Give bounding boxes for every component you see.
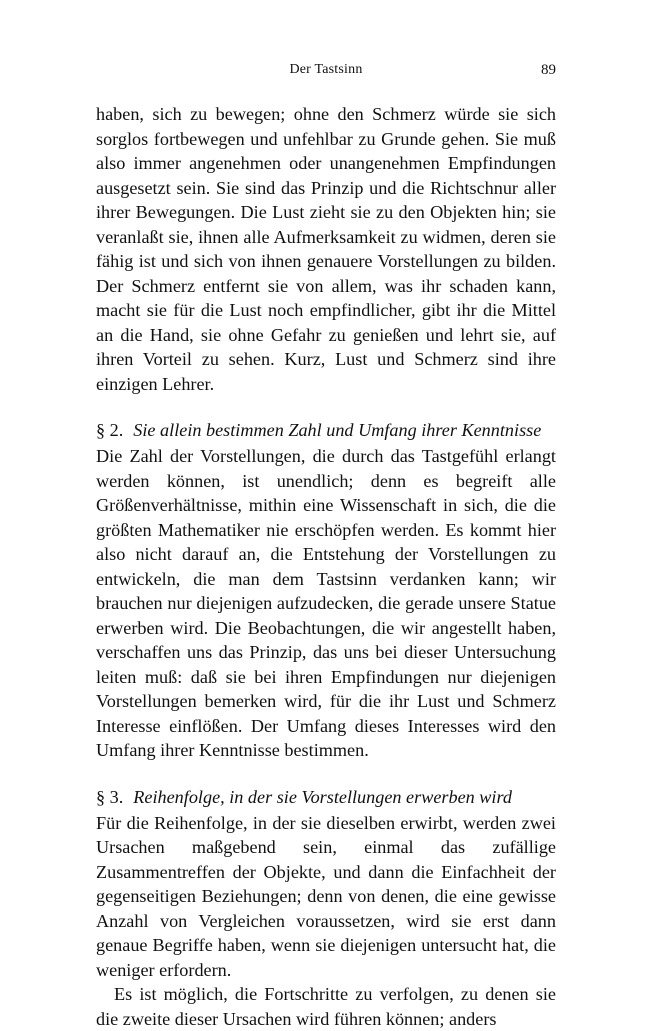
page-body [96, 102, 556, 1031]
page-number: 89 [541, 62, 556, 78]
section-heading-3 [96, 787, 556, 808]
paragraph-2: Die Zahl der Vorstellungen, die durch das Tastgefühl erlangt werden können, ist unendlich; denn es begreift alle Größenverhältnisse, mithin eine Wissenschaft in sich, die die größten Mathematiker nie erschöpfen werden. Es kommt hier also nicht darauf an, die Entstehung der Vorstellungen zu entwickeln, die man dem Tastsinn verdanken kann; wir brauchen nur diejenigen aufzudecken, die gerade unsere Statue erwerben wird. Die Beobachtungen, die wir angestellt haben, verschaffen uns das Prinzip, das uns bei dieser Untersuchung leiten muß: daß sie bei ihren Empfindungen nur diejenigen Vorstellungen bemerken wird, für die ihr Lust und Schmerz Interesse einflößen. Der Umfang dieses Interesses wird den Umfang ihrer Kenntnisse bestimmen. [96, 446, 556, 760]
section-number-2: § 2. [96, 420, 124, 440]
section-number-3: § 3. [96, 786, 124, 807]
section-title-3: Reihenfolge, in der sie Vorstellungen erwerben wird [133, 786, 512, 807]
section-title-2: Sie allein bestimmen Zahl und Umfang ihrer Kenntnisse [133, 420, 542, 440]
paragraph-1: haben, sich zu bewegen; ohne den Schmerz würde sie sich sorglos fortbewegen und unfehlbar zu Grunde gehen. Sie muß also immer angenehmen oder unangenehmen Empfindungen ausgesetzt sein. Sie sind das Prinzip und die Richtschnur aller ihrer Bewegungen. Die Lust zieht sie zu den Objekten hin; sie veranlaßt sie, ihnen alle Aufmerksamkeit zu widmen, deren sie fähig ist und sich von ihnen genauere Vorstellungen zu bilden. Der Schmerz entfernt sie von allem, was ihr schaden kann, macht sie für die Lust noch empfindlicher, gibt ihr die Mittel an die Hand, sie ohne Gefahr zu genießen und lehrt sie, auf ihren Vorteil zu sehen. Kurz, Lust und Schmerz sind ihre einzigen Lehrer. [96, 104, 556, 394]
paragraph-4: Es ist möglich, die Fortschritte zu verfolgen, zu denen sie die zweite dieser Ursachen wird führen können; anders [96, 984, 556, 1029]
book-page [96, 62, 556, 1031]
running-title: Der Tastsinn [289, 62, 363, 77]
paragraph-3: Für die Reihenfolge, in der sie dieselben erwirbt, werden zwei Ursachen maßgebend sein, einmal das zufällige Zusammentreffen der Objekte, und dann die Einfachheit der gegenseitigen Beziehungen; denn von denen, die eine gewisse Anzahl von Vergleichen voraussetzen, wird sie erst dann genaue Begriffe haben, wenn sie diejenigen untersucht hat, die weniger erfordern. [96, 812, 556, 980]
section-heading-2 [96, 420, 556, 441]
running-head [96, 62, 556, 86]
